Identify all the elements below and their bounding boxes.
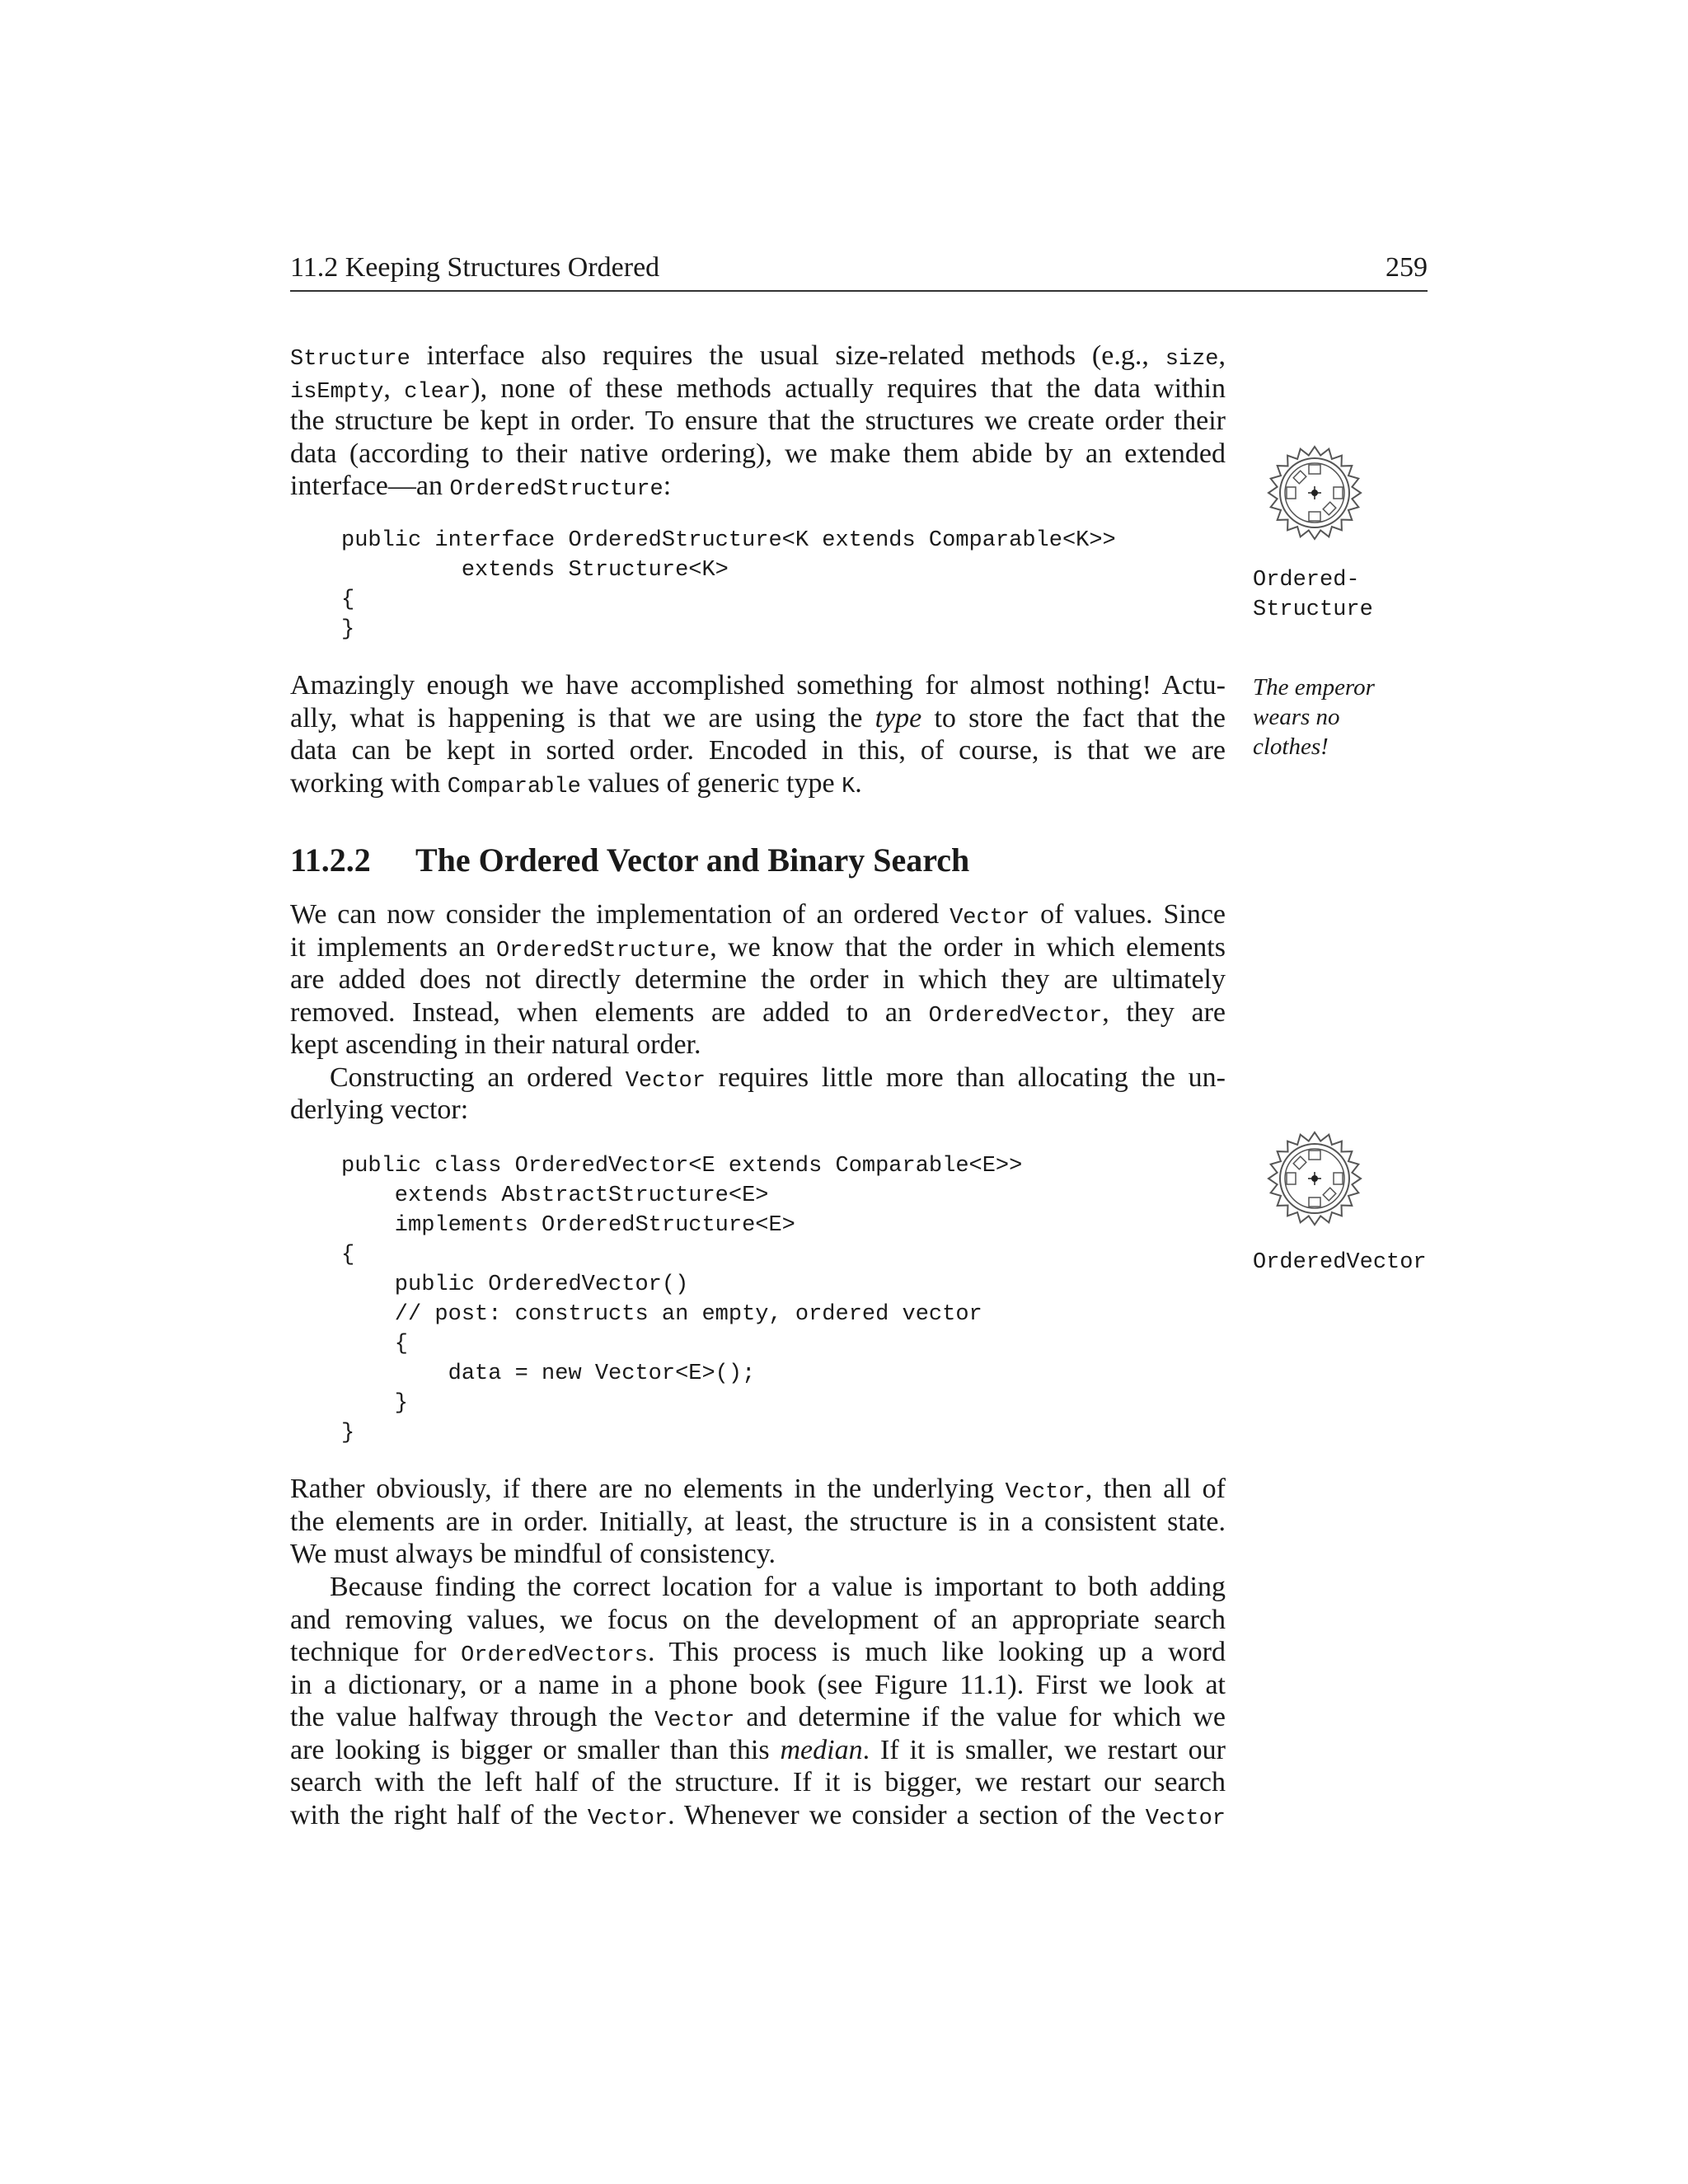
margin-label-line: Structure bbox=[1253, 598, 1373, 622]
text-line: Structure interface also requires the usual size-related methods (e.g., size, bbox=[290, 340, 1226, 372]
text-line: removed. Instead, when elements are added to an OrderedVector, they are bbox=[290, 996, 1226, 1029]
code-line: { bbox=[341, 1332, 409, 1357]
code-line: data = new Vector<E>(); bbox=[341, 1361, 756, 1386]
section-title-text: The Ordered Vector and Binary Search bbox=[415, 841, 970, 879]
margin-label-ordered-vector: OrderedVector bbox=[1253, 1250, 1427, 1275]
text-line: in a dictionary, or a name in a phone book (see Figure 11.1). First we look at bbox=[290, 1669, 1226, 1700]
code-line: public class OrderedVector<E extends Comparable<E>> bbox=[341, 1154, 1023, 1179]
text-line: the structure be kept in order. To ensure that the structures we create order their bbox=[290, 405, 1226, 436]
margin-label-line: Ordered- bbox=[1253, 568, 1360, 593]
text-line: the elements are in order. Initially, at least, the structure is in a consistent state. bbox=[290, 1506, 1226, 1537]
margin-quote-line: The emperor bbox=[1253, 674, 1375, 701]
margin-label-ordered-structure bbox=[1253, 565, 1373, 625]
code-line: } bbox=[341, 617, 355, 642]
code-line: { bbox=[341, 588, 355, 612]
text-line: technique for OrderedVectors. This process is much like looking up a word bbox=[290, 1637, 1226, 1668]
text-line: and removing values, we focus on the development of an appropriate search bbox=[290, 1604, 1226, 1635]
code-line: } bbox=[341, 1421, 355, 1446]
code-line: public OrderedVector() bbox=[341, 1272, 689, 1297]
margin-quote-line: wears no bbox=[1253, 704, 1340, 730]
code-listing-ordered-structure bbox=[341, 526, 1116, 644]
text-line: isEmpty, clear), none of these methods actually requires that the data within bbox=[290, 373, 1226, 405]
text-line: are looking is bigger or smaller than this median. If it is smaller, we restart our bbox=[290, 1734, 1226, 1765]
text-line: data (according to their native ordering), we make them abide by an extended bbox=[290, 438, 1226, 469]
code-line: { bbox=[341, 1243, 355, 1268]
text-line: derlying vector: bbox=[290, 1094, 469, 1125]
paragraph-emperor bbox=[290, 669, 1226, 799]
page-number: 259 bbox=[1386, 252, 1428, 283]
text-line: We must always be mindful of consistency. bbox=[290, 1539, 776, 1569]
text-line: working with Comparable values of generic type K. bbox=[290, 767, 862, 799]
code-line: } bbox=[341, 1391, 409, 1416]
paragraph-consistency bbox=[290, 1473, 1226, 1571]
paragraph-ordered-vector bbox=[290, 898, 1226, 1127]
code-line: public interface OrderedStructure<K extends Comparable<K>> bbox=[341, 528, 1116, 553]
code-line: extends Structure<K> bbox=[341, 558, 729, 583]
section-title: 11.2 Keeping Structures Ordered bbox=[290, 252, 660, 283]
running-header bbox=[290, 252, 1428, 292]
text-line: interface—an OrderedStructure: bbox=[290, 471, 672, 502]
gear-icon bbox=[1265, 443, 1364, 542]
section-heading bbox=[290, 841, 969, 879]
text-line: the value halfway through the Vector and determine if the value for which we bbox=[290, 1702, 1226, 1733]
text-line: Amazingly enough we have accomplished something for almost nothing! Actu- bbox=[290, 670, 1226, 701]
section-number: 11.2.2 bbox=[290, 841, 371, 879]
code-line: extends AbstractStructure<E> bbox=[341, 1183, 769, 1208]
code-listing-ordered-vector bbox=[341, 1151, 1022, 1448]
text-line: it implements an OrderedStructure, we know that the order in which elements bbox=[290, 931, 1226, 963]
margin-note-quote bbox=[1253, 673, 1375, 762]
code-line: implements OrderedStructure<E> bbox=[341, 1213, 795, 1238]
text-line: with the right half of the Vector. Whenever we consider a section of the Vector bbox=[290, 1799, 1226, 1831]
paragraph-intro bbox=[290, 340, 1226, 503]
text-line: kept ascending in their natural order. bbox=[290, 1029, 701, 1060]
margin-quote-line: clothes! bbox=[1253, 733, 1329, 760]
paragraph-binary-search bbox=[290, 1571, 1226, 1831]
text-line: Rather obviously, if there are no elements in the underlying Vector, then all of bbox=[290, 1474, 1226, 1505]
text-line: ally, what is happening is that we are using the type to store the fact that the bbox=[290, 702, 1226, 733]
text-line: Because finding the correct location for a value is important to both adding bbox=[330, 1572, 1226, 1602]
text-line: are added does not directly determine the order in which they are ultimately bbox=[290, 964, 1226, 995]
text-line: We can now consider the implementation of an ordered Vector of values. Since bbox=[290, 899, 1226, 930]
code-line: // post: constructs an empty, ordered vector bbox=[341, 1302, 982, 1327]
text-line: search with the left half of the structure. If it is bigger, we restart our search bbox=[290, 1767, 1226, 1797]
text-line: data can be kept in sorted order. Encoded in this, of course, is that we are bbox=[290, 735, 1226, 766]
text-line: Constructing an ordered Vector requires little more than allocating the un- bbox=[330, 1062, 1226, 1094]
gear-icon bbox=[1265, 1129, 1364, 1228]
